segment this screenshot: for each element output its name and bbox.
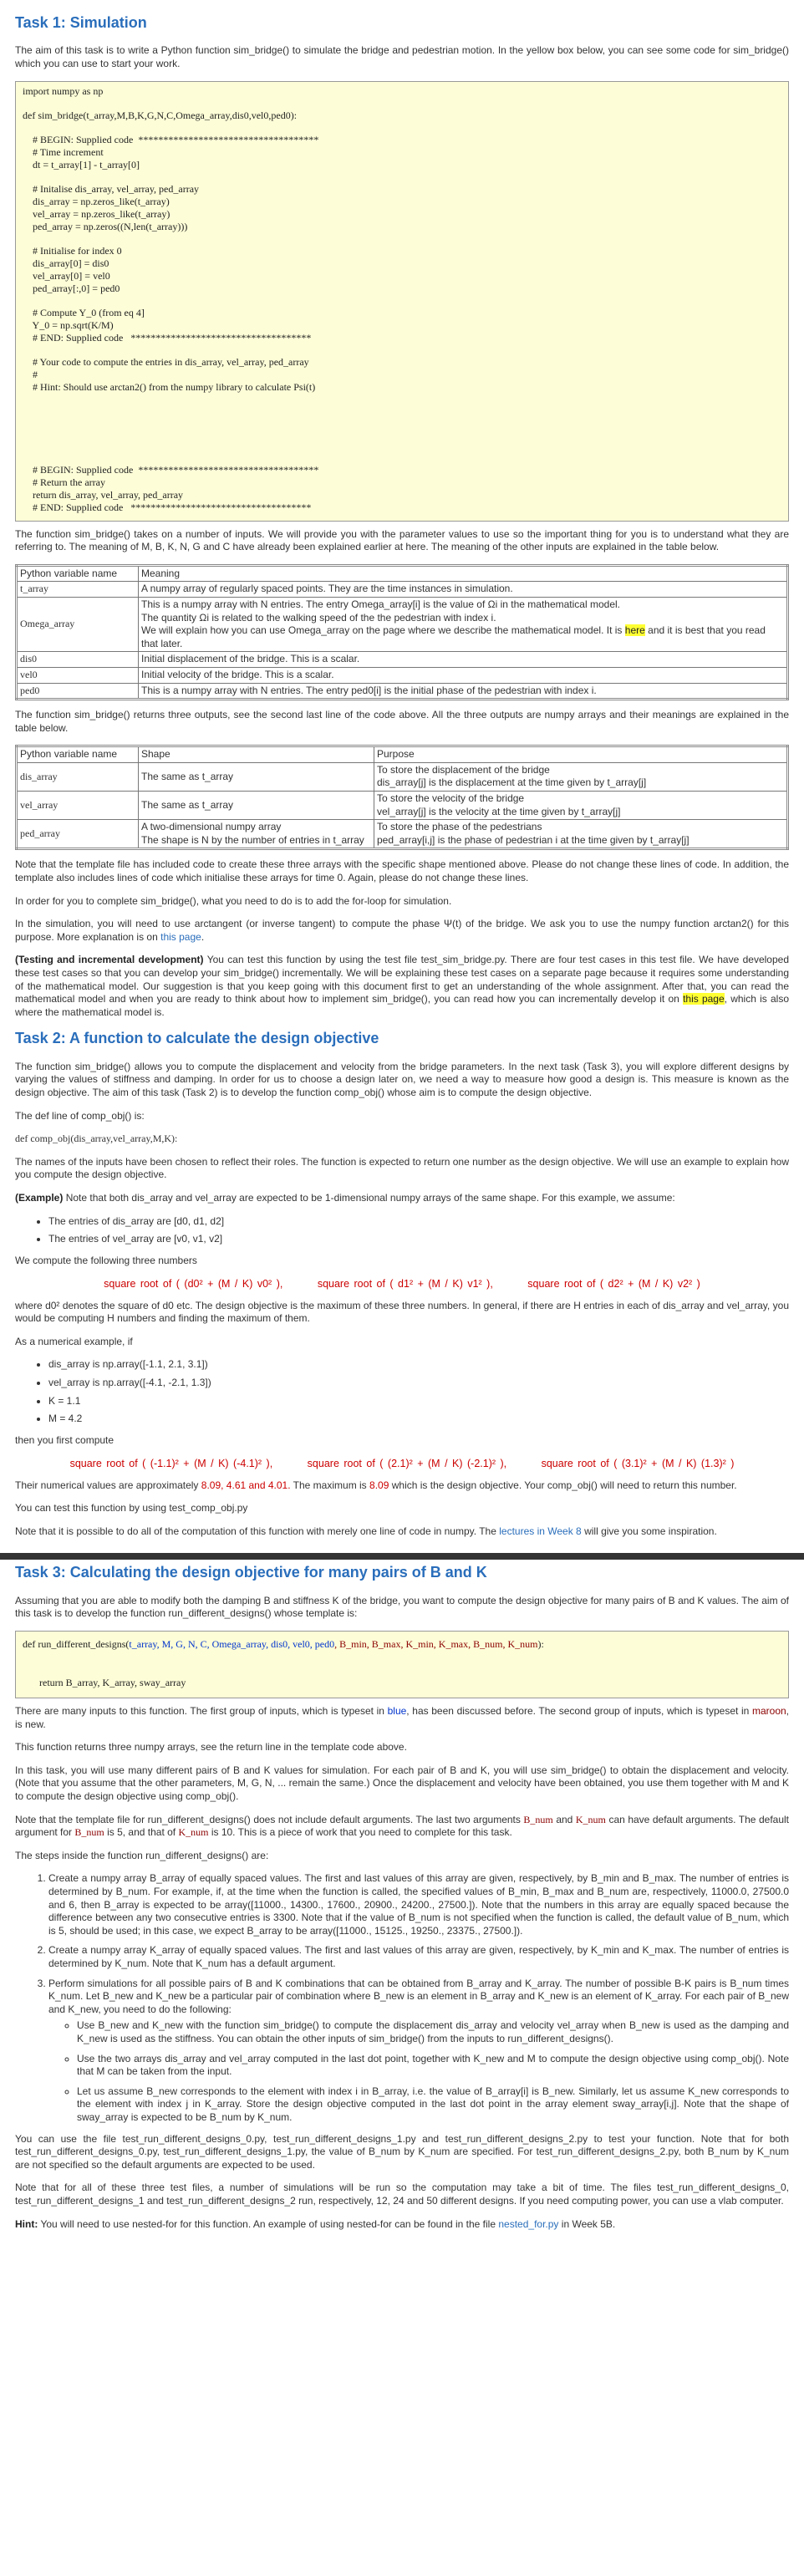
numvals-text: which is the design objective. Your comp_obj() will need to return this number. (391, 1479, 737, 1491)
this-page-highlight-link[interactable]: this page (683, 993, 725, 1005)
def-prefix: def run_different_designs( (23, 1637, 130, 1650)
numvals-text: Their numerical values are approximately (15, 1479, 199, 1491)
list-item: • vel_array is np.array([-4.1, -2.1, 1.3]) (48, 1377, 789, 1390)
list-item: • The entries of dis_array are [d0, d1, d2] (48, 1215, 789, 1229)
omega-meaning-3a: We will explain how you can use Omega_array on the page where we describe the mathematical model. It is (141, 624, 623, 637)
output-purpose-2: vel_array[j] is the velocity at the time given by t_array[j] (377, 805, 621, 817)
numvals-values: 8.09, 4.61 and 4.01. (201, 1479, 291, 1491)
inputs-text: , has been discussed before. The second group of inputs, which is typeset in (406, 1705, 750, 1718)
task3-task: In this task, you will use many different pairs of B and K values for simulation. For each pair of B and K, you will use sim_bridge() to obtain the displacement and velocity. (Note that you assume that the other parameters, M, G, N, ... remain the same.) Once the displacement and velocity have been obtained, you use them together with M and K to compute the design objective using comp_obj(). (15, 1764, 789, 1803)
numerical-label: As a numerical example, if (15, 1335, 133, 1347)
steps-label: The steps inside the function run_different_designs() are: (15, 1849, 269, 1861)
output-shape (139, 820, 374, 849)
list-item: • dis_array is np.array([-1.1, 2.1, 3.1]) (48, 1358, 789, 1372)
task3-hint (15, 2218, 789, 2232)
code-line (23, 233, 781, 245)
code-line (23, 405, 781, 417)
code-line: dt = t_array[1] - t_array[0] (23, 158, 140, 171)
outputs-table (15, 745, 789, 850)
task1-order: In order for you to complete sim_bridge(), what you need to do is to add the for-loop for simulation. (15, 894, 452, 907)
output-purpose-1: To store the velocity of the bridge (377, 792, 525, 805)
comp-obj-def-line: def comp_obj(dis_array,vel_array,M,K): (15, 1133, 178, 1145)
task2-intro: The function sim_bridge() allows you to compute the displacement and velocity from the bridge parameters. In the next task (Task 3), you will explore different designs by varying the values of stiffness and damping. In order for us to choose a design later on, we need a way to measure how good a design is. This measure is known as the design objective. The aim of this task (Task 2) is to develop the function comp_obj() whose aim is to compute the design objective. (15, 1060, 789, 1098)
task3-returns: This function returns three numpy arrays, see the return line in the template code above. (15, 1741, 407, 1754)
default-text: is 5, and that of (107, 1826, 176, 1839)
default-var: K_num (575, 1813, 606, 1825)
step3-text: Perform simulations for all possible pairs of B and K combinations that can be obtained from B_array and K_array. The number of possible B-K pairs is B_num times K_num. Let B_new and K_new be a particular pair of combination where B_new is an element in B_array and K_new is an element of K_array. For each pair of B_new and K_new, you need to do the following: (48, 1977, 789, 2015)
list-item (48, 1978, 789, 2125)
omega-meaning-3 (141, 624, 784, 650)
nested-for-link[interactable]: nested_for.py (498, 2217, 559, 2230)
example-label: (Example) (15, 1191, 64, 1204)
default-text: and (556, 1813, 573, 1825)
code-line: ped_array[:,0] = ped0 (23, 282, 120, 294)
task1-intro: The aim of this task is to write a Python function sim_bridge() to simulate the bridge and pedestrian motion. In the yellow box below, you can see some code for sim_bridge() which you can use to start your work. (15, 44, 789, 69)
output-name: ped_array (17, 820, 139, 849)
list-item: • The entries of vel_array are [v0, v1, v2] (48, 1233, 789, 1246)
input-meaning: Initial velocity of the bridge. This is a scalar. (139, 667, 788, 683)
code-line: return dis_array, vel_array, ped_array (23, 488, 184, 501)
sim-bridge-code-box (15, 81, 789, 522)
this-page-link[interactable]: this page (160, 930, 201, 943)
omega-meaning-1: This is a numpy array with N entries. The entry Omega_array[i] is the value of Ωi in the mathematical model. (141, 598, 620, 610)
default-var: K_num (178, 1826, 209, 1839)
list-item: • K = 1.1 (48, 1395, 789, 1408)
output-shape: The same as t_array (139, 792, 374, 820)
code-line: # Hint: Should use arctan2() from the numpy library to calculate Psi(t) (23, 380, 316, 393)
task2-note (15, 1525, 789, 1539)
output-purpose (374, 820, 788, 849)
output-purpose (374, 762, 788, 791)
outputs-header-purpose: Purpose (374, 746, 788, 763)
def-suffix: ): (537, 1637, 544, 1650)
run-different-designs-def-line (23, 1638, 781, 1652)
formula-term: square root of ( (2.1)² + (M / K) (-2.1)² ), (307, 1458, 507, 1470)
list-item: 1. Create a numpy array B_array of equally spaced values. The first and last values of this array are given, respectively, by B_min and B_max. The number of entries is determined by B_num. For example, if, at the time when the function is called, the specified values of B_min, B_max and B_num are, respectively, 11000.0, 27500.0 and 6, then B_array is expected to be array([11000., 14300., 17600., 20900., 24200., 27500.]). Note that the numbers in this array are equally spaced because the difference between any two consecutive entries is 3300. Note that if the value of B_num is not specified when the function is called, the default value of B_num, which is 5, should be used; in this case, we expect B_array to be array([11000., 15125., 19250., 23375., 27500.]). (48, 1872, 789, 1937)
inputs-blue-word: blue (387, 1705, 407, 1718)
note-text: Note that it is possible to do all of the computation of this function with merely one line of code in numpy. The (15, 1525, 496, 1537)
task3-title: Task 3: Calculating the design objective for many pairs of B and K (15, 1564, 487, 1581)
code-line: # END: Supplied code ************************************ (23, 501, 312, 513)
outputs-header-var: Python variable name (17, 746, 139, 763)
run-different-designs-code-box (15, 1631, 789, 1698)
code-line (23, 344, 781, 356)
inputs-table (15, 564, 789, 700)
hint-text: You will need to use nested-for for this function. An example of using nested-for can be found in the file (40, 2217, 496, 2230)
steps-list (15, 1872, 789, 2124)
omega-meaning-3b: and it is best that you read that later. (141, 624, 766, 649)
section-divider (0, 1553, 804, 1560)
numerical-bullets (15, 1358, 789, 1425)
default-text: Note that the template file for run_different_designs() does not include default arguments. The last two arguments (15, 1813, 521, 1825)
formula-term: square root of ( (d0² + (M / K) v0² ), (104, 1278, 283, 1291)
code-line: # Your code to compute the entries in dis_array, vel_array, ped_array (23, 355, 309, 368)
omega-meaning-2: The quantity Ωi is related to the walking speed of the the pedestrian with index i. (141, 611, 496, 624)
input-name: ped0 (17, 683, 139, 700)
code-line: def sim_bridge(t_array,M,B,K,G,N,C,Omega_array,dis0,vel0,ped0): (23, 109, 298, 121)
code-line: # Time increment (23, 145, 104, 158)
output-purpose-2: ped_array[i,j] is the phase of pedestrian i at the time given by t_array[j] (377, 833, 690, 846)
compute-label: We compute the following three numbers (15, 1254, 197, 1266)
output-shape-2: The shape is N by the number of entries in t_array (141, 833, 364, 846)
code-line: # Initialise for index 0 (23, 244, 122, 257)
inputs-text: There are many inputs to this function. The first group of inputs, which is typeset in (15, 1705, 384, 1718)
list-item: ◦ Let us assume B_new corresponds to the element with index i in B_array, i.e. the value of B_array[i] is B_new. Similarly, let us assume K_new corresponds to the element with index j in K_array. Store the design objective computed in the last dot point in the array element sway_array[i,j]. Note that the shape of sway_array is expected to be B_num by K_num. (77, 2085, 789, 2125)
code-line: vel_array = np.zeros_like(t_array) (23, 207, 170, 220)
example-text: Note that both dis_array and vel_array are expected to be 1-dimensional numpy arrays of the same shape. For this example, we assume: (65, 1191, 675, 1204)
default-var: B_num (74, 1826, 104, 1839)
task2-names: The names of the inputs have been chosen to reflect their roles. The function is expected to return one number as the design objective. We will use an example to explain how you compute the design objective. (15, 1155, 789, 1181)
code-line (23, 295, 781, 307)
task1-title: Task 1: Simulation (15, 14, 147, 31)
default-var: B_num (523, 1813, 553, 1825)
def-line-label: The def line of comp_obj() is: (15, 1109, 145, 1122)
outputs-header-shape: Shape (139, 746, 374, 763)
formula-term: square root of ( (-1.1)² + (M / K) (-4.1)² ), (69, 1458, 273, 1470)
default-text: is 10. This is a piece of work that you need to complete for this task. (211, 1826, 512, 1839)
code-line (23, 394, 781, 405)
lectures-week8-link[interactable]: lectures in Week 8 (499, 1525, 582, 1537)
code-line (23, 171, 781, 183)
def-blue-args: t_array, M, G, N, C, Omega_array, dis0, vel0, ped0 (129, 1637, 335, 1650)
hint-label: Hint: (15, 2217, 38, 2230)
default-text: can have default arguments. The default argument for (15, 1813, 790, 1839)
inputs-maroon-word: maroon (751, 1705, 786, 1718)
output-purpose-1: To store the phase of the pedestrians (377, 821, 542, 833)
numvals-max: 8.09 (369, 1479, 389, 1491)
formula-term: square root of ( d2² + (M / K) v2² ) (527, 1278, 700, 1291)
numvals-text: The maximum is (293, 1479, 367, 1491)
formula-term: square root of ( (3.1)² + (M / K) (1.3)² ) (541, 1458, 735, 1470)
task1-arctan: In the simulation, you will need to use arctangent (or inverse tangent) to compute the phase Ψ(t) of the bridge. We ask you to use the numpy function arctan2() for this purpose. More explanation is on this page. (15, 918, 789, 943)
task1-testing (15, 954, 789, 1019)
output-purpose-1: To store the displacement of the bridge (377, 763, 550, 776)
code-line (23, 122, 781, 134)
then-label: then you first compute (15, 1433, 114, 1446)
arctan-text: In the simulation, you will need to use arctangent (or inverse tangent) to compute the phase Ψ(t) of the bridge. We ask you to use the numpy function arctan2() for this purpose. More explanation is on (15, 918, 789, 943)
code-line: # Compute Y_0 (from eq 4] (23, 306, 145, 318)
output-purpose (374, 792, 788, 820)
hint-text: in Week 5B. (561, 2217, 616, 2230)
task3-inputs (15, 1705, 789, 1731)
code-line: import numpy as np (23, 84, 104, 97)
code-line: dis_array[0] = dis0 (23, 257, 109, 269)
code-line (23, 440, 781, 452)
code-line: # (23, 368, 38, 380)
inputs-text: , is new. (15, 1705, 790, 1730)
testing-label: (Testing and incremental development) (15, 954, 204, 966)
def-maroon-args: , B_min, B_max, K_min, K_max, B_num, K_num (334, 1637, 538, 1650)
list-item: 2. Create a numpy array K_array of equally spaced values. The first and last values of this array are given, respectively, by K_min and K_max. The number of entries is determined by K_num. Note that K_num has a default argument. (48, 1944, 789, 1970)
formula-symbolic (15, 1277, 789, 1291)
code-line: # BEGIN: Supplied code ************************************ (23, 133, 319, 145)
input-meaning: A numpy array of regularly spaced points. They are the time instances in simulation. (139, 582, 788, 598)
task3-note: Note that for all of these three test files, a number of simulations will be run so the computation may take a bit of time. The files test_run_different_designs_0, test_run_different_designs_1 and test_run_different_designs_2 run, respectively, 12, 24 and 50 different designs. If you need computing power, you can use a vlab computer. (15, 2181, 789, 2207)
list-item: ◦ Use B_new and K_new with the function sim_bridge() to compute the displacement dis_array and velocity vel_array when B_new is used as the damping and K_new is used as the stiffness. You can obtain the other inputs of sim_bridge() from the inputs to run_different_designs(). (77, 2019, 789, 2045)
output-purpose-2: dis_array[j] is the displacement at the time given by t_array[j] (377, 776, 647, 789)
output-name: dis_array (17, 762, 139, 791)
code-line (23, 452, 781, 464)
task2-where: where d0² denotes the square of d0 etc. The design objective is the maximum of these three numbers. In general, if there are H entries in each of dis_array and vel_array, you would be computing H numbers and finding the maximum of them. (15, 1299, 789, 1325)
formula-numeric (15, 1457, 789, 1470)
code-line: dis_array = np.zeros_like(t_array) (23, 195, 170, 207)
step3-bullets (48, 2019, 789, 2124)
inputs-header-var: Python variable name (17, 565, 139, 582)
code-line (23, 429, 781, 440)
output-shape-1: A two-dimensional numpy array (141, 821, 282, 833)
input-meaning (139, 597, 788, 651)
input-name: Omega_array (17, 597, 139, 651)
testing-end: , which is also where the mathematical model is. (15, 993, 790, 1018)
task1-inputs-paragraph: The function sim_bridge() takes on a number of inputs. We will provide you with the parameter values to use so the important thing for you is to understand what they are referring to. The meaning of M, B, K, N, G and C have already been explained earlier at here. The meaning of the other inputs are explained in the table below. (15, 527, 789, 553)
input-meaning: This is a numpy array with N entries. The entry ped0[i] is the initial phase of the pedestrian with index i. (139, 683, 788, 700)
task2-title: Task 2: A function to calculate the design objective (15, 1030, 379, 1047)
output-shape: The same as t_array (139, 762, 374, 791)
example-bullets (15, 1215, 789, 1246)
note-text: will give you some inspiration. (584, 1525, 717, 1537)
input-name: vel0 (17, 667, 139, 683)
formula-term: square root of ( d1² + (M / K) v1² ), (317, 1278, 493, 1291)
code-line: vel_array[0] = vel0 (23, 269, 110, 282)
run-different-designs-return-line: return B_array, K_array, sway_array (39, 1676, 186, 1688)
here-link[interactable]: here (624, 624, 645, 637)
task2-test: You can test this function by using test_comp_obj.py (15, 1502, 248, 1515)
task3-intro: Assuming that you are able to modify both the damping B and stiffness K of the bridge, you want to compute the design objective for many pairs of B and K values. The aim of this task is to develop the function run_different_designs() whose template is: (15, 1594, 789, 1620)
testing-text: You can test this function by using the test file test_sim_bridge.py. There are four test cases in this test file. We have developed these test cases so that you can develop your sim_bridge() incrementally. We will be explaining these test cases on a separate page because it requires some understanding of the mathematical model. Our suggestion is that you keep going with this document first to get an understanding of the whole assignment. After that, you can read the mathematical model and when you are ready to think about how to implement sim_bridge(), you can read how you can incrementally develop it on (15, 954, 790, 1005)
task3-default (15, 1814, 789, 1840)
input-meaning: Initial displacement of the bridge. This is a scalar. (139, 652, 788, 668)
task1-outputs-paragraph: The function sim_bridge() returns three outputs, see the second last line of the code above. All the three outputs are numpy arrays and their meanings are explained in the table below. (15, 709, 789, 734)
code-line (23, 98, 781, 109)
code-line: # Return the array (23, 476, 105, 488)
code-line: ped_array = np.zeros((N,len(t_array))) (23, 220, 188, 232)
code-line (23, 417, 781, 429)
inputs-header-meaning: Meaning (139, 565, 788, 582)
code-line: # Initalise dis_array, vel_array, ped_array (23, 182, 200, 195)
list-item: ◦ Use the two arrays dis_array and vel_array computed in the last dot point, together with K_new and M to compute the design objective using comp_obj(). Note that M can be taken from the input. (77, 2053, 789, 2079)
task2-example (15, 1192, 789, 1205)
list-item: • M = 4.2 (48, 1413, 789, 1426)
task3-test: You can use the file test_run_different_designs_0.py, test_run_different_designs_1.py and test_run_different_designs_2.py to test your function. Note that for both test_run_different_designs_0.py, test_run_different_designs_1.py, the value of B_num by K_num are specified. For test_run_different_designs_2.py, both B_num by K_num are not specified so the default arguments are expected to be used. (15, 2132, 789, 2171)
code-line: Y_0 = np.sqrt(K/M) (23, 318, 114, 331)
code-line: # BEGIN: Supplied code ************************************ (23, 463, 319, 476)
task2-numerical-values (15, 1479, 789, 1493)
code-line: # END: Supplied code ************************************ (23, 331, 312, 344)
task1-note: Note that the template file has included code to create these three arrays with the specific shape mentioned above. Please do not change these lines of code. In addition, the template also includes lines of code which initialise these arrays for time 0. Again, please do not change these lines. (15, 858, 789, 884)
output-name: vel_array (17, 792, 139, 820)
input-name: t_array (17, 582, 139, 598)
input-name: dis0 (17, 652, 139, 668)
